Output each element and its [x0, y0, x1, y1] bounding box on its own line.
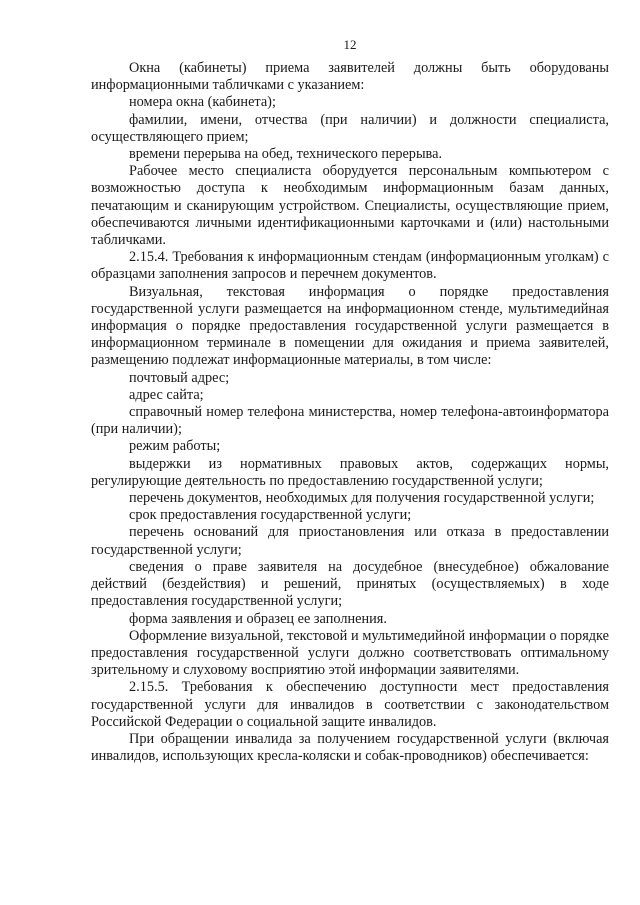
- list-item: срок предоставления государственной услуги;: [129, 507, 412, 524]
- list-item: выдержки из нормативных правовых актов, содержащих нормы, регулирующие деятельность по предоставлению государственной услуги;: [91, 455, 609, 489]
- list-item: времени перерыва на обед, технического перерыва.: [129, 146, 443, 163]
- list-item: почтовый адрес;: [129, 369, 230, 386]
- paragraph: Оформление визуальной, текстовой и мультимедийной информации о порядке предоставления государственной услуги должно соответствовать оптимальному зрительному и слуховому восприятию этой информации заявителями.: [91, 627, 609, 679]
- paragraph: Визуальная, текстовая информация о порядке предоставления государственной услуги размещается на информационном стенде, мультимедийная информация о порядке предоставления государственной услуги размещается в информационном терминале в помещении для ожидания и приема заявителей, размещению подлежат информационные материалы, в том числе:: [91, 283, 609, 369]
- page-number: 12: [343, 37, 357, 52]
- list-item: фамилии, имени, отчества (при наличии) и должности специалиста, осуществляющего прием;: [91, 111, 609, 145]
- list-item: адрес сайта;: [129, 386, 204, 403]
- list-item: режим работы;: [129, 438, 221, 455]
- document-body: [91, 60, 609, 765]
- section-heading: 2.15.4. Требования к информационным стендам (информационным уголкам) с образцами заполнения запросов и перечнем документов.: [91, 249, 609, 283]
- list-item: справочный номер телефона министерства, номер телефона-автоинформатора (при наличии);: [91, 404, 609, 438]
- list-item: перечень оснований для приостановления или отказа в предоставлении государственной услуги;: [91, 524, 609, 558]
- paragraph: Окна (кабинеты) приема заявителей должны быть оборудованы информационными табличками с указанием:: [91, 60, 609, 94]
- list-item: номера окна (кабинета);: [129, 94, 276, 111]
- list-item: перечень документов, необходимых для получения государственной услуги;: [129, 490, 595, 507]
- list-item: форма заявления и образец ее заполнения.: [129, 610, 387, 627]
- section-heading: 2.15.5. Требования к обеспечению доступности мест предоставления государственной услуги для инвалидов в соответствии с законодательством Российской Федерации о социальной защите инвалидов.: [91, 679, 609, 730]
- paragraph: Рабочее место специалиста оборудуется персональным компьютером с возможностью доступа к необходимым информационным базам данных, печатающим и сканирующим устройством. Специалисты, осуществляющие прием, обеспечиваются личными идентификационными карточками и (или) настольными табличками.: [91, 163, 609, 249]
- paragraph: При обращении инвалида за получением государственной услуги (включая инвалидов, использующих кресла-коляски и собак-проводников) обеспечивается:: [91, 730, 609, 765]
- list-item: сведения о праве заявителя на досудебное (внесудебное) обжалование действий (бездействия) и решений, принятых (осуществляемых) в ходе предоставления государственной услуги;: [91, 558, 609, 610]
